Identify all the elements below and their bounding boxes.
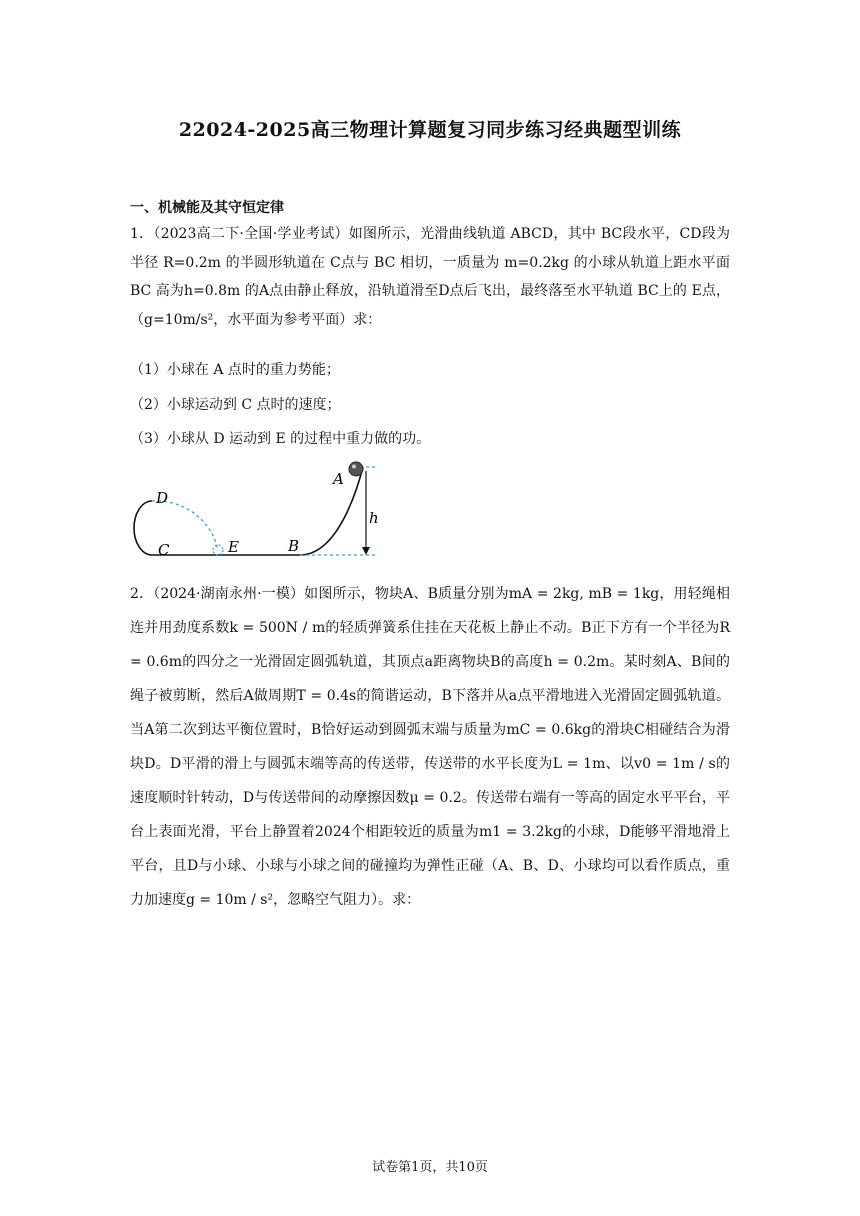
track-diagram	[128, 455, 388, 569]
ball-icon	[349, 462, 363, 476]
label-c: C	[158, 541, 170, 559]
track-diagram-svg	[128, 455, 388, 565]
page-footer: 试卷第1页，共10页	[372, 1160, 488, 1175]
page-title: 22024-2025高三物理计算题复习同步练习经典题型训练	[178, 119, 682, 141]
label-a: A	[333, 470, 344, 488]
height-arrow-head	[362, 547, 370, 555]
question-1-sub-2: （2）小球运动到 C 点时的速度；	[130, 397, 341, 413]
track-ab-curve	[300, 467, 363, 555]
label-e: E	[228, 538, 239, 556]
label-b: B	[288, 537, 300, 555]
track-cd-semicircle	[134, 501, 152, 555]
label-d: D	[156, 489, 169, 507]
question-1-sub-1: （1）小球在 A 点时的重力势能；	[130, 362, 340, 378]
question-1-text: 1．（2023高二下·全国·学业考试）如图所示，光滑曲线轨道 ABCD，其中 BC段水平，CD段为半径 R=0.2m 的半圆形轨道在 C点与 BC 相切，一质量为 m=0.2kg 的小球从轨道上距水平面 BC 高为h=0.8m 的A点由静止释放，沿轨道滑至D点后飞出，最终落至水平轨道 BC上的 E点，（g=10m/s²，水平面为参考平面）求：	[130, 226, 730, 328]
landing-point-e	[213, 545, 223, 555]
question-2-text: 2．（2024·湖南永州·一模）如图所示，物块A、B质量分别为mA = 2kg, mB = 1kg，用轻绳相连并用劲度系数k = 500N / m的轻质弹簧系住挂在天花板上静止不动。B正下方有一个半径为R = 0.6m的四分之一光滑固定圆弧轨道，其顶点a距离物块B的高度h = 0.2m。某时刻A、B间的绳子被剪断，然后A做周期T = 0.4s的简谐运动，B下落并从a点平滑地进入光滑固定圆弧轨道。当A第二次到达平衡位置时，B恰好运动到圆弧末端与质量为mC = 0.6kg的滑块C相碰结合为滑块D。D平滑的滑上与圆弧末端等高的传送带，传送带的水平长度为L = 1m、以v0 = 1m / s的速度顺时针转动，D与传送带间的动摩擦因数μ = 0.2。传送带右端有一等高的固定水平平台，平台上表面光滑，平台上静置着2024个相距较近的质量为m1 = 3.2kg的小球，D能够平滑地滑上平台，且D与小球、小球与小球之间的碰撞均为弹性正碰（A、B、D、小球均可以看作质点，重力加速度g = 10m / s²，忽略空气阻力）。求：	[130, 586, 730, 908]
label-h: h	[369, 509, 379, 527]
ball-highlight	[352, 465, 356, 469]
question-1-sub-3: （3）小球从 D 运动到 E 的过程中重力做的功。	[130, 431, 431, 447]
section-heading: 一、机械能及其守恒定律	[130, 200, 284, 216]
